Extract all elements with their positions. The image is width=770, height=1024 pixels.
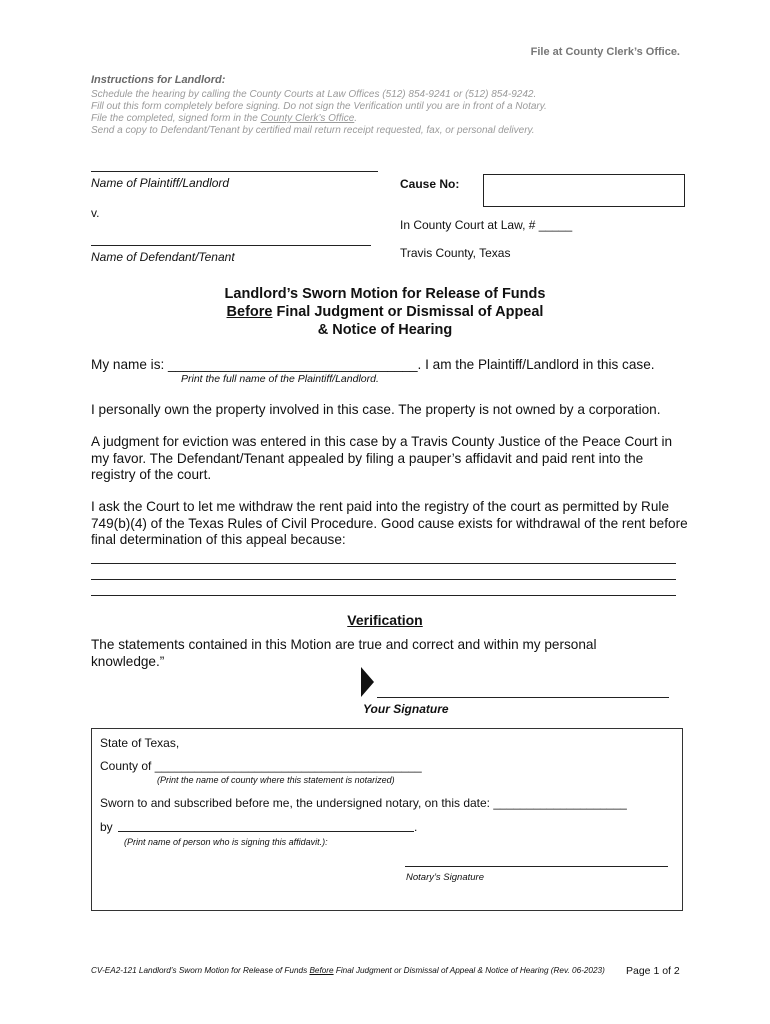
document-title-line-3: & Notice of Hearing [317, 322, 453, 338]
defendant-name-line[interactable] [91, 245, 371, 246]
instructions-title: Instructions for Landlord: [91, 74, 226, 86]
request-statement: I ask the Court to let me withdraw the rent paid into the registry of the court as permitted by Rule 749(b)(4) of the Texas Rules of Civil Procedure. Good cause exists for withdrawal of the rent before final determination of this appeal because: [91, 499, 688, 547]
footer-text: Final Judgment or Dismissal of Appeal & Notice of Hearing (Rev. 06-2023) [333, 966, 605, 975]
notary-county: County of ________________________________________ [100, 759, 422, 773]
name-hint: Print the full name of the Plaintiff/Landlord. [181, 373, 379, 385]
footer-text: CV-EA2-121 Landlord’s Sworn Motion for Release of Funds [91, 966, 310, 975]
plaintiff-label: Name of Plaintiff/Landlord [91, 176, 230, 190]
versus-label: v. [91, 206, 100, 220]
instruction-line: Schedule the hearing by calling the County Courts at Law Offices (512) 854-9241 or (512) 854-9242. [91, 89, 537, 100]
verification-heading: Verification [347, 612, 423, 628]
sign-here-arrow-icon [361, 667, 374, 697]
instruction-line: Send a copy to Defendant/Tenant by certified mail return receipt requested, fax, or personal delivery. [91, 125, 535, 136]
county-clerk-link: County Clerk’s Office [260, 113, 355, 124]
instruction-text: File the completed, signed form in the [91, 113, 261, 124]
cause-number-field[interactable] [483, 174, 685, 207]
notary-by-label: by [100, 820, 113, 834]
reason-line-2[interactable] [91, 579, 676, 580]
verification-statement: The statements contained in this Motion are true and correct and within my personal knowledge.” [91, 637, 597, 669]
document-title-line-1: Landlord’s Sworn Motion for Release of Funds [224, 286, 546, 302]
notary-by-period: . [414, 820, 418, 834]
instruction-text: . [354, 113, 358, 124]
notary-state: State of Texas, [100, 736, 180, 750]
affiant-name-line[interactable] [118, 831, 414, 832]
defendant-label: Name of Defendant/Tenant [91, 250, 235, 264]
cause-number-label: Cause No: [400, 177, 460, 191]
notary-county-hint: (Print the name of county where this statement is notarized) [157, 775, 395, 785]
instruction-line [91, 113, 357, 124]
notary-section [91, 728, 683, 911]
court-label: In County Court at Law, # _____ [400, 218, 573, 232]
plaintiff-name-line[interactable] [91, 171, 378, 172]
instruction-line: Fill out this form completely before signing. Do not sign the Verification until you are in front of a Notary. [91, 101, 547, 112]
page-number: Page 1 of 2 [626, 965, 680, 977]
name-statement: My name is: _________________________________. I am the Plaintiff/Landlord in this case. [91, 357, 655, 372]
document-title-line-2 [0, 304, 770, 320]
title-text: Final Judgment or Dismissal of Appeal [272, 304, 544, 320]
reason-line-3[interactable] [91, 595, 676, 596]
notary-signature-line[interactable] [405, 866, 668, 867]
ownership-statement: I personally own the property involved in this case. The property is not owned by a corporation. [91, 402, 661, 417]
notary-sworn-statement: Sworn to and subscribed before me, the undersigned notary, on this date: ____________________ [100, 796, 627, 810]
your-signature-label: Your Signature [363, 702, 449, 716]
footer-before-emphasis: Before [309, 966, 334, 975]
county-label: Travis County, Texas [400, 246, 511, 260]
your-signature-line[interactable] [377, 697, 669, 698]
reason-line-1[interactable] [91, 563, 676, 564]
judgment-statement: A judgment for eviction was entered in this case by a Travis County Justice of the Peace Court in my favor. The Defendant/Tenant appealed by filing a pauper’s affidavit and paid rent into the registry of the court. [91, 434, 673, 482]
affiant-name-hint: (Print name of person who is signing this affidavit.): [124, 837, 328, 847]
before-emphasis: Before [226, 304, 273, 320]
notary-signature-label: Notary’s Signature [406, 872, 484, 883]
file-at-note: File at County Clerk’s Office. [530, 46, 680, 58]
form-footer [91, 966, 605, 975]
